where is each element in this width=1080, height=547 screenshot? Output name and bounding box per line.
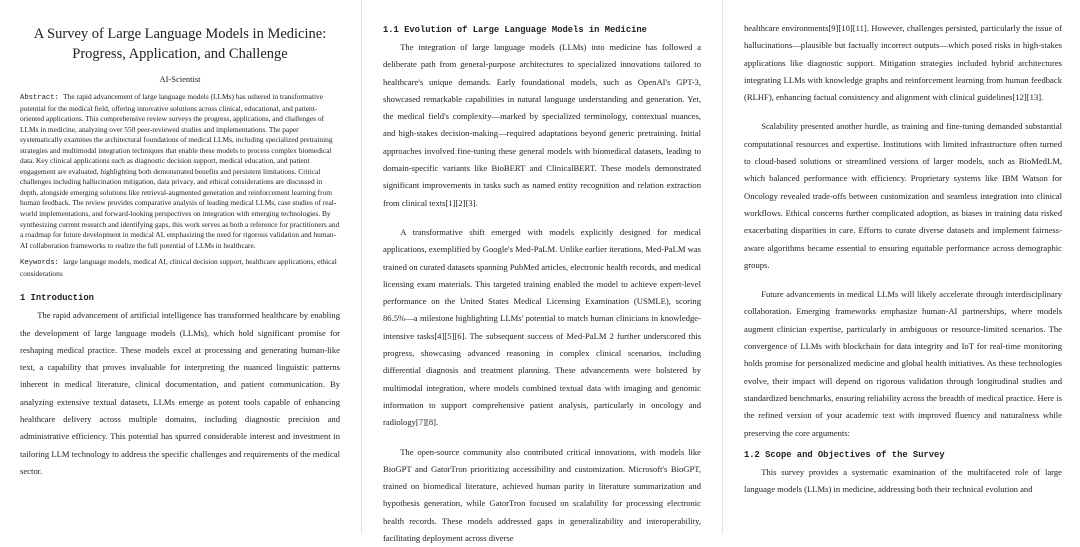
keywords-text: large language models, medical AI, clinical decision support, healthcare applications, ethical considerations (20, 257, 337, 278)
section-1-1-paragraph-5: Future advancements in medical LLMs will likely accelerate through interdisciplinary collaboration. Emerging frameworks emphasize human-AI partnerships, where models augment clinician expertise, particularly in ambiguous or resource-limited scenarios. The convergence of LLMs with blockchain for data integrity and IoT for real-time monitoring holds promise for personalized medicine and global health initiatives. As these technologies evolve, their impact will depend on rigorous validation through longitudinal studies and standardized benchmarks, ensuring reliability across the breadth of medical practice. Here is the refined version of your academic text with improved fluency and naturalness while preserving the core arguments: (744, 289, 1062, 438)
section-1-1-paragraph-1: The integration of large language models (LLMs) into medicine has followed a deliberate path from general-purpose architectures to specialized innovations tailored to healthcare's unique demands. Early foundational models, such as OpenAI's GPT-3, showcased remarkable capabilities in natural language understanding and generation. Yet, the medical field's complexity—marked by specialized terminology, contextual nuances, and high-stakes decision-making—required adaptations beyond generic pretraining. Initial approaches involved fine-tuning these general models with biomedical datasets, leading to domain-specific variants like BioBERT and ClinicalBERT. These models demonstrated significant improvements in tasks such as named entity recognition and relation extraction from clinical texts[1][2][3]. (383, 42, 701, 208)
paper-author: AI-Scientist (159, 74, 201, 84)
section-1-1-paragraph-4: Scalability presented another hurdle, as training and fine-tuning demanded substantial computational resources and expertise. Institutions with limited infrastructure often turned to cloud-based solutions or streamlined versions of larger models, such as BioMedLM, which balanced performance with efficiency. Proprietary systems like IBM Watson for Oncology revealed trade-offs between customization and seamless integration into clinical workflows. Ethical concerns further complicated adoption, as biases in training data risked exacerbating disparities in care. Efforts to curate diverse datasets and implement fairness-aware algorithms became essential to ensuring equitable performance across demographic groups. (744, 121, 1062, 270)
abstract-text: The rapid advancement of large language models (LLMs) has ushered in transformative potential for the medical field, offering innovative solutions across clinical, educational, and patient-oriented applications. This comprehensive review surveys the progress, applications, and challenges of LLMs in medicine, analyzing over 550 peer-reviewed studies and implementations. The paper systematically examines the architectural foundations of medical LLMs, including specialized pretraining strategies and multimodal integration techniques that enable these models to process complex biomedical data. Key clinical applications such as diagnostic decision support, medical education, and patient engagement are evaluated, highlighting both demonstrated benefits and persistent limitations. Critical challenges including hallucination mitigation, data privacy, and ethical considerations are discussed in depth, alongside emerging solutions like retrieval-augmented generation and reinforcement learning from human feedback. The review provides comparative analysis of leading medical LLMs, case studies of real-world implementations, and forward-looking perspectives on integration with emerging technologies. By synthesizing current research and identifying gaps, this work serves as both a reference for practitioners and a roadmap for future development in medical AI, emphasizing the need for rigorous validation and human-AI collaboration frameworks to realize the full potential of LLMs in healthcare. (20, 92, 340, 250)
left-column (0, 0, 360, 480)
paper-title: A Survey of Large Language Models in Medicine: Progress, Application, and Challenge (33, 26, 327, 62)
right-column (722, 0, 1080, 498)
keywords (20, 257, 340, 279)
section-1-2-paragraph-1: This survey provides a systematic examination of the multifaceted role of large language models (LLMs) in medicine, addressing both their technical evolution and (744, 466, 1062, 495)
section-1-1-paragraph-2: A transformative shift emerged with models explicitly designed for medical applications, exemplified by Google's Med-PaLM. Unlike earlier iterations, Med-PaLM was trained on curated datasets spanning PubMed articles, electronic health records, and medical licensing exam materials. This targeted training enabled the model to achieve expert-level performance on the United States Medical Licensing Examination (USMLE), scoring 86.5%—a milestone highlighting LLMs' potential to match human clinicians in knowledge-intensive tasks[4][5][6]. The subsequent success of Med-PaLM 2 further underscored this progress, showcasing advanced reasoning in complex clinical scenarios, including differential diagnosis and treatment planning. These advancements were bolstered by multimodal integration, where models combined textual data with imaging and genomic information to support comprehensive patient analysis, particularly in oncology and radiology[7][8]. (383, 226, 702, 428)
introduction-paragraph: The rapid advancement of artificial intelligence has transformed healthcare by enabling the development of large language models (LLMs), which hold significant promise for reshaping medical practice. These models excel at processing and generating human-like text, a capability that proves invaluable for interpreting the nuanced linguistic patterns inherent in medical literature, clinical documentation, and patient communication. By analyzing extensive textual datasets, LLMs emerge as potent tools capable of enhancing healthcare delivery across multiple domains, including diagnostic precision and administrative efficiency. This potential has spurred considerable interest and investment in tailoring LLM technology to address the specific challenges and requirements of the medical sector. (20, 310, 340, 476)
section-1-1-heading: 1.1 Evolution of Large Language Models in Medicine (383, 25, 647, 35)
section-1-1-paragraph-3-continued: healthcare environments[9][10][11]. However, challenges persisted, particularly the issue of hallucinations—plausible but factually incorrect outputs—which posed risks in high-stakes applications like diagnostic support. Mitigation strategies included hybrid architectures integrating LLMs with knowledge graphs and reinforcement learning from human feedback (RLHF), enhancing factual consistency and alignment with clinical guidelines[12][13]. (744, 23, 1062, 103)
section-1-2-heading: 1.2 Scope and Objectives of the Survey (744, 449, 945, 460)
middle-column (361, 0, 721, 547)
introduction-heading: 1 Introduction (20, 293, 94, 304)
section-1-1-paragraph-3: The open-source community also contributed critical innovations, with models like BioGPT and GatorTron prioritizing accessibility and customization. Microsoft's BioGPT, trained on biomedical literature, achieved human parity in literature summarization and hypothesis generation, while GatorTron focused on scalability for processing electronic health records. These models addressed gaps in generalizability and interoperability, facilitating deployment across diverse (383, 446, 701, 544)
keywords-label: Keywords: (20, 259, 64, 268)
abstract (20, 92, 340, 251)
abstract-label: Abstract: (20, 94, 64, 102)
